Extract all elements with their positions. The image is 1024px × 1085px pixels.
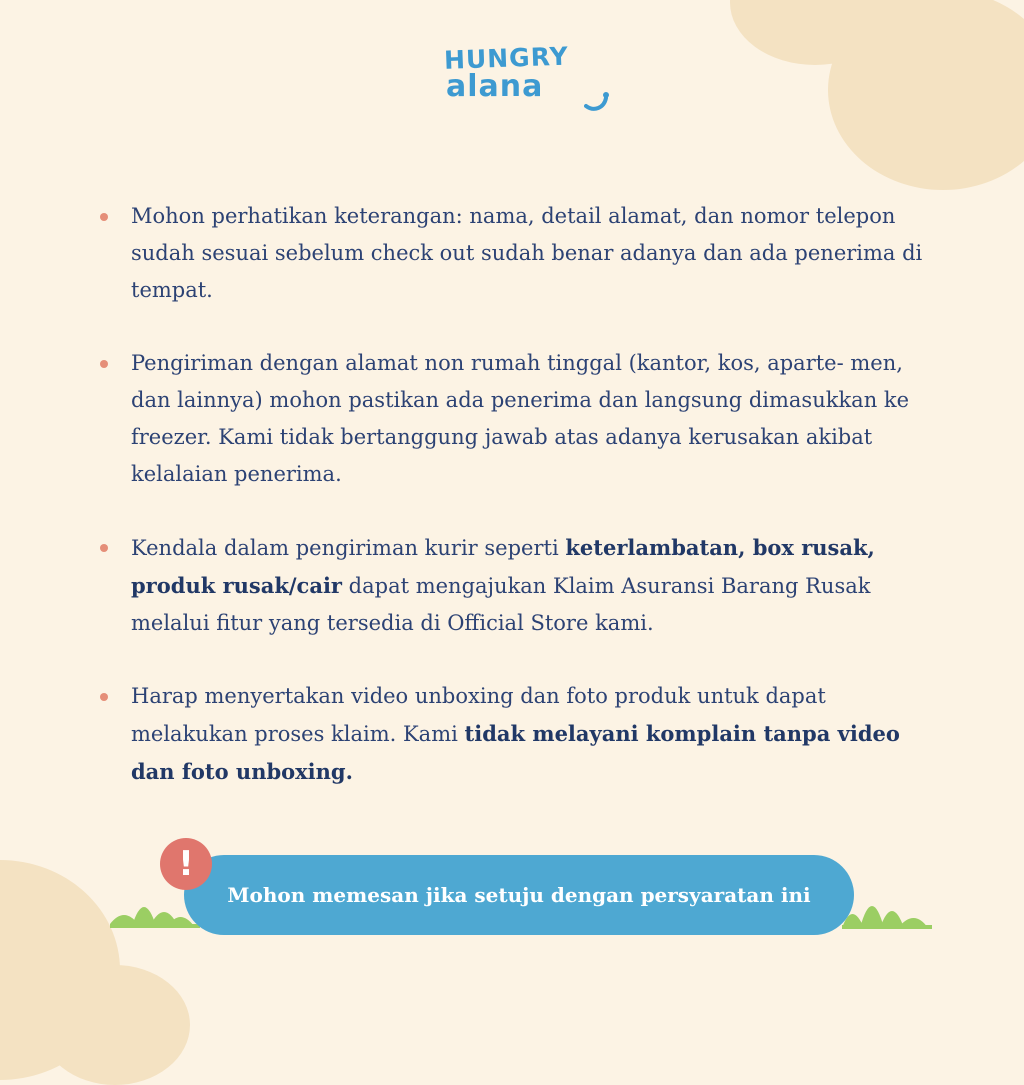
list-item-text — [131, 529, 938, 642]
agreement-banner — [184, 855, 854, 935]
list-item-text — [131, 678, 938, 791]
body-text: Harap menyertakan video unboxing dan foto produk untuk dapat melakukan proses klaim. Kami — [131, 684, 826, 746]
list-item-text — [131, 198, 938, 309]
body-text: dapat mengajukan Klaim Asuransi Barang Rusak melalui fitur yang tersedia di Official Store kami. — [131, 574, 871, 635]
logo-line2: alana — [446, 69, 544, 104]
list-item — [98, 678, 938, 791]
bullet-icon — [100, 544, 108, 552]
agreement-banner-text: Mohon memesan jika setuju dengan persyaratan ini — [227, 883, 811, 907]
bullet-icon — [100, 693, 108, 701]
brand-logo — [432, 41, 612, 104]
emphasis-text: keterlambatan, box rusak, produk rusak/cair — [131, 535, 875, 598]
body-text: Kendala dalam pengiriman kurir seperti — [131, 536, 566, 560]
bullet-icon — [100, 213, 108, 221]
emphasis-text: tidak melayani komplain tanpa video dan foto unboxing. — [131, 721, 900, 784]
body-text: Pengiriman dengan alamat non rumah tinggal (kantor, kos, aparte- men, dan lainnya) mohon pastikan ada penerima dan langsung dimasukkan ke freezer. Kami tidak bertanggung jawab atas adanya kerusakan akibat kelalaian penerima. — [131, 351, 910, 486]
grass-right-icon — [842, 878, 932, 930]
terms-list — [98, 198, 938, 827]
list-item-text — [131, 345, 938, 493]
body-text: Mohon perhatikan keterangan: nama, detail alamat, dan nomor telepon sudah sesuai sebelum check out sudah benar adanya dan ada penerima di tempat. — [131, 204, 923, 302]
bullet-icon — [100, 360, 108, 368]
logo-swoosh-icon — [584, 90, 610, 114]
exclamation-icon: ! — [160, 838, 212, 890]
logo-line1: HUNGRY — [443, 41, 570, 75]
list-item — [98, 529, 938, 642]
list-item — [98, 198, 938, 309]
list-item — [98, 345, 938, 493]
